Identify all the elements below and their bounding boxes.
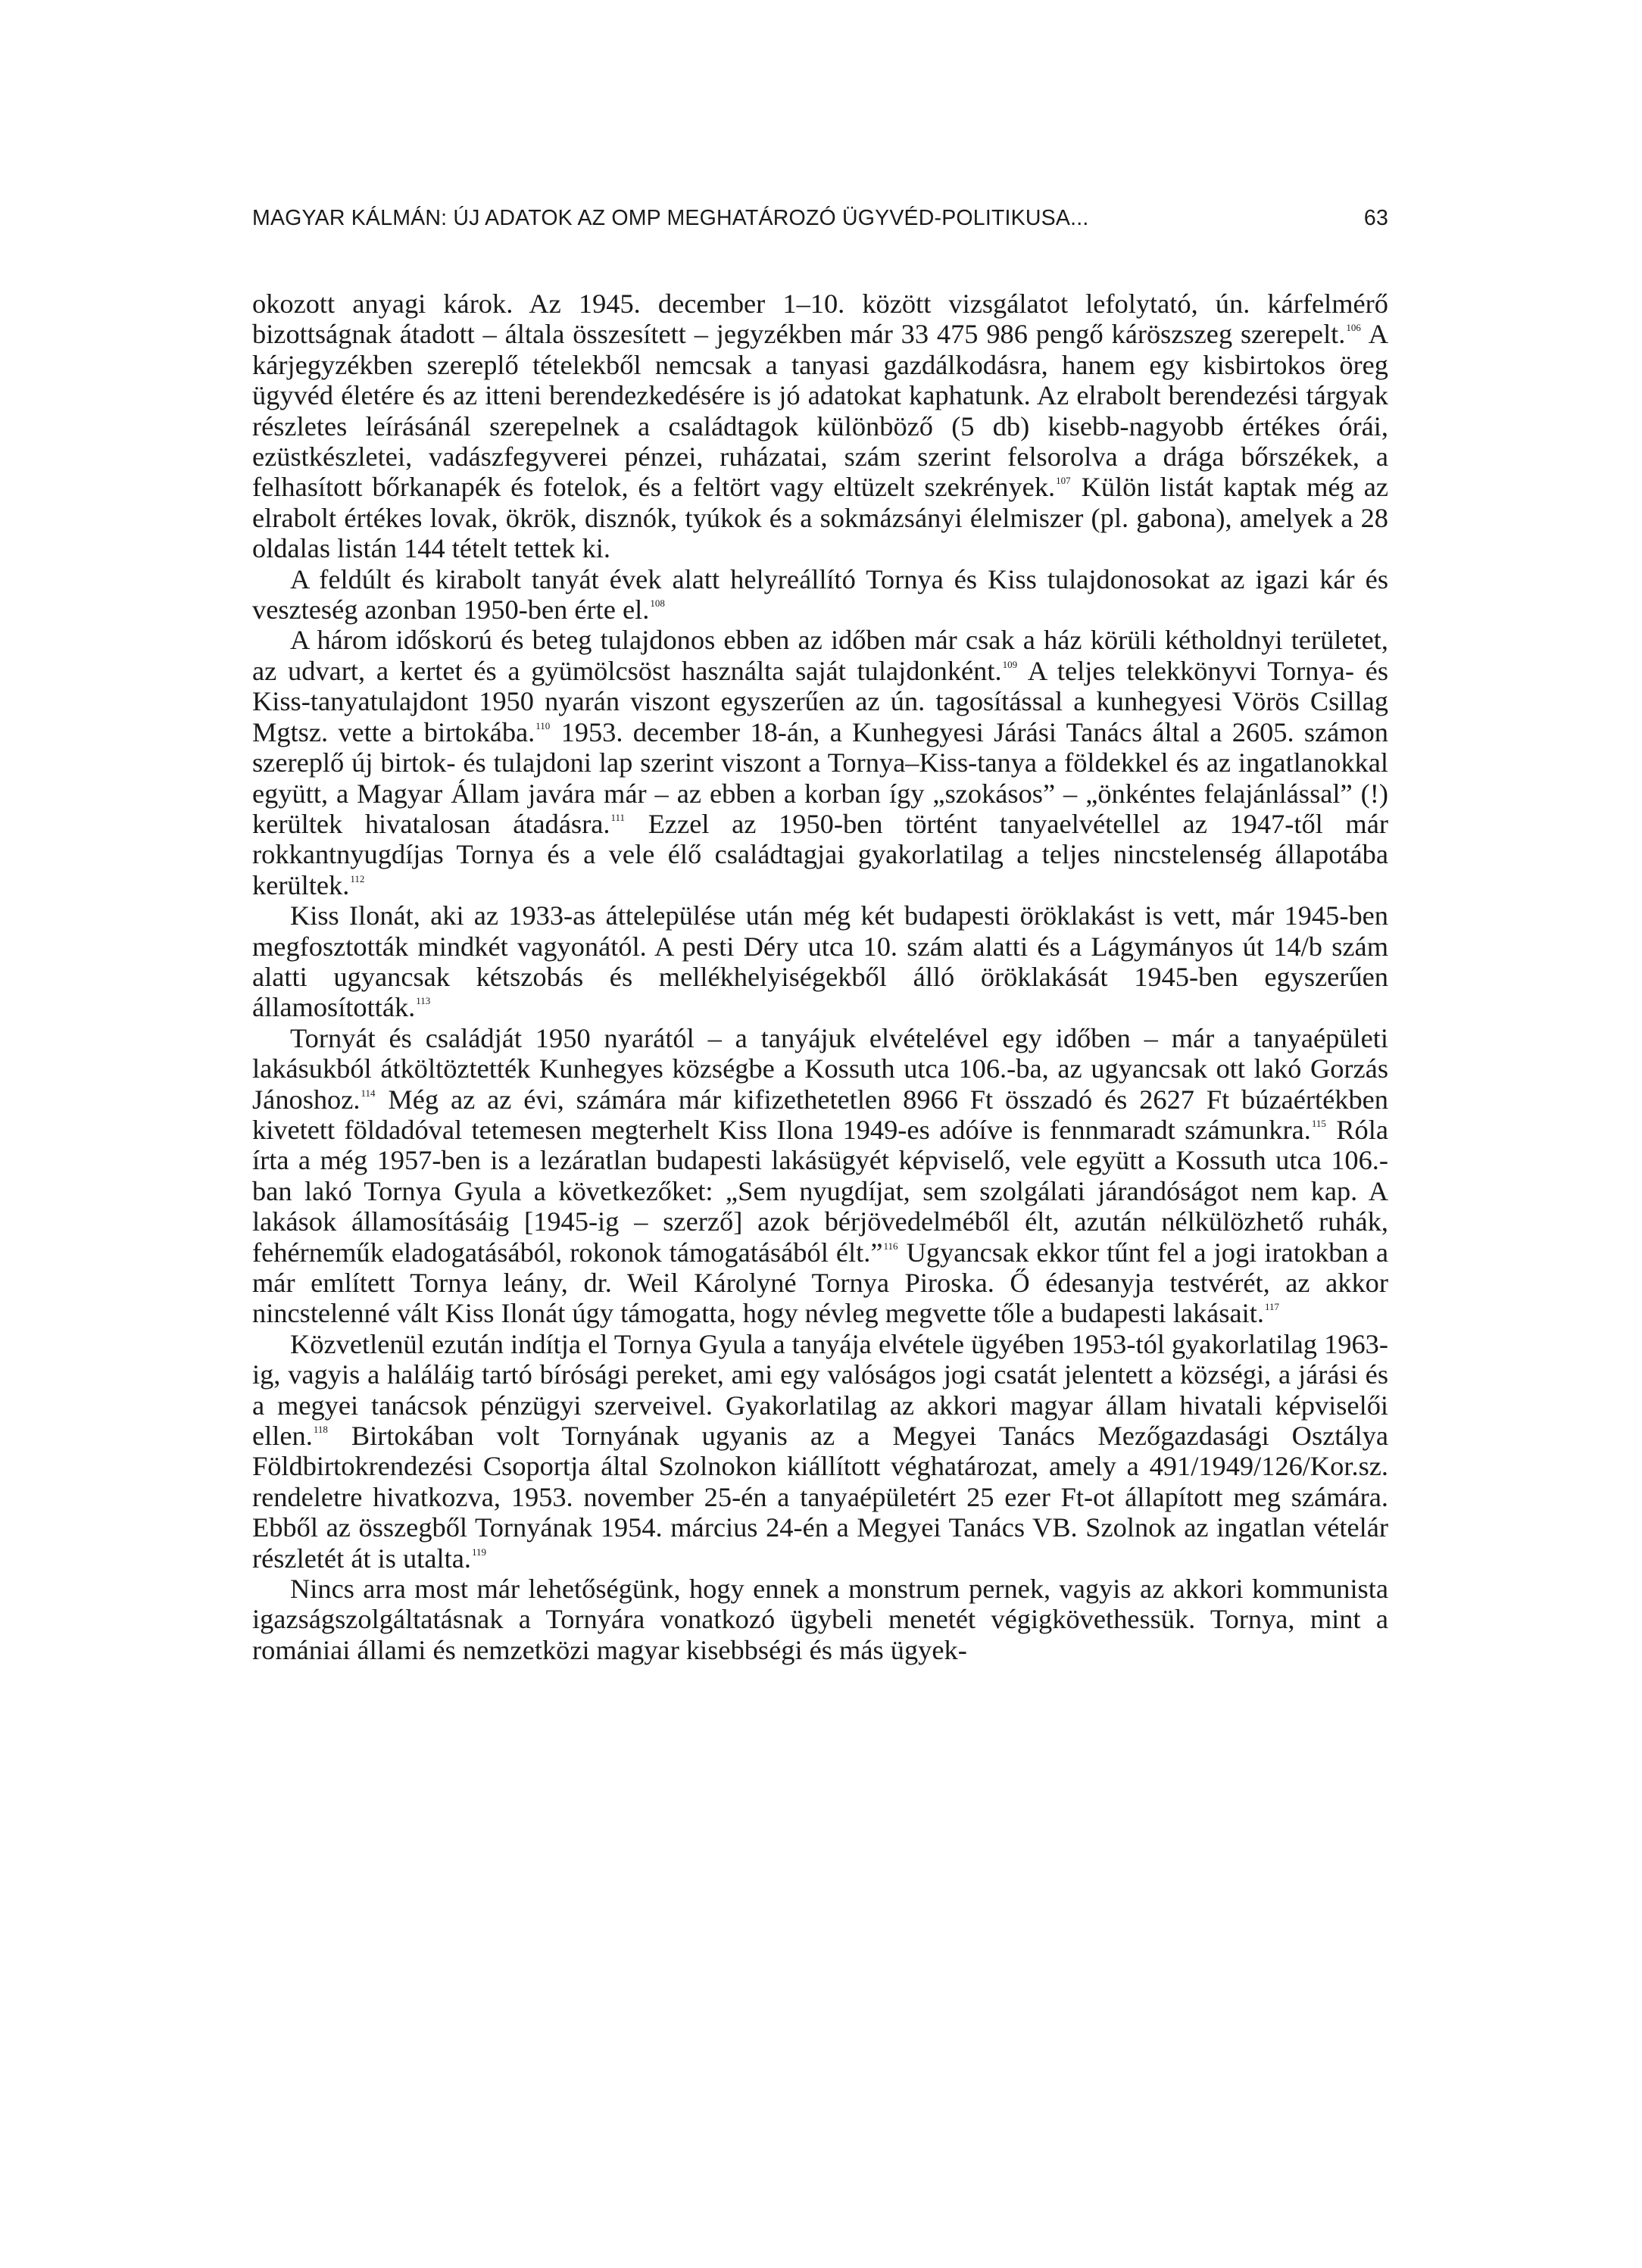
paragraph-text: 1953. december 18-án, a Kunhegyesi Járási Tanács által a 2605. számon szereplő új birtok- és tulajdoni lap szerint viszont a Tornya–Kiss-tanya a földekkel és az ingatlanokkal együtt, a Magyar Állam javára már – az ebben a korban így „szokásos” – „önkéntes felajánlással” (!) kerültek hivatalosan átadásra.: [252, 716, 1389, 839]
paragraph-text: Ugyancsak ekkor tűnt fel a jogi iratokban a már említett Tornya leány, dr. Weil Károlyné Tornya Piroska. Ő édesanyja testvérét, az akkor nincstelenné vált Kiss Ilonát úgy támogatta, hogy névleg megvette tőle a budapesti lakásait.: [252, 1237, 1388, 1329]
body-paragraph: [252, 1023, 1388, 1329]
body-paragraph: [252, 289, 1388, 564]
body-paragraph: [252, 1329, 1388, 1574]
paragraph-text: A feldúlt és kirabolt tanyát évek alatt helyreállító Tornya és Kiss tulajdonosokat az igazi kár és veszteség azonban 1950-ben érte el.: [252, 563, 1388, 625]
footnote-marker: 106: [1346, 322, 1361, 334]
body-paragraph: [252, 564, 1388, 625]
paragraph-text: A három időskorú és beteg tulajdonos ebben az időben már csak a ház körüli kétholdnyi területet, az udvart, a kertet és a gyümölcsöst használta saját tulajdonként.: [252, 625, 1388, 686]
footnote-marker: 109: [1002, 658, 1018, 670]
paragraph-text: Nincs arra most már lehetőségünk, hogy ennek a monstrum pernek, vagyis az akkori kommunista igazságszolgáltatásnak a Tornyára vonatkozó ügybeli menetét végigkövethessük. Tornya, mint a romániai állami és nemzetközi magyar kisebbségi és más ügyek-: [252, 1574, 1388, 1665]
running-title: MAGYAR KÁLMÁN: ÚJ ADATOK AZ OMP MEGHATÁROZÓ ÜGYVÉD-POLITIKUSA...: [252, 206, 1089, 230]
paragraph-text: Kiss Ilonát, aki az 1933-as áttelepülése után még két budapesti öröklakást is vett, már 1945-ben megfosztották mindkét vagyonától. A pesti Déry utca 10. szám alatti és a Lágymányos út 14/b szám alatti ugyancsak kétszobás és mellékhelyiségekből álló öröklakását 1945-ben egyszerűen államosították.: [252, 900, 1388, 1023]
paragraph-text: A kárjegyzékben szereplő tételekből nemcsak a tanyasi gazdálkodásra, hanem egy kisbirtokos öreg ügyvéd életére és az itteni berendezkedésére is jó adatokat kaphatunk. Az elrabolt berendezési tárgyak részletes leírásánál szerepelnek a családtagok különböző (5 db) kisebb-nagyobb értékes órái, ezüstkészletei, vadászfegyverei pénzei, ruházatai, szám szerint felsorolva a drága bőrszékek, a felhasított bőrkanapék és fotelok, és a feltört vagy eltüzelt szekrények.: [252, 319, 1388, 503]
footnote-marker: 108: [650, 597, 665, 610]
paragraph-text: Külön listát kaptak még az elrabolt értékes lovak, ökrök, disznók, tyúkok és a sokmázsányi élelmiszer (pl. gabona), amelyek a 28 oldalas listán 144 tételt tettek ki.: [252, 472, 1388, 564]
page-number: 63: [1363, 206, 1388, 230]
footnote-marker: 118: [313, 1424, 328, 1436]
article-body: [252, 289, 1388, 1665]
paragraph-text: Birtokában volt Tornyának ugyanis az a Megyei Tanács Mezőgazdasági Osztálya Földbirtokrendezési Csoportja által Szolnokon kiállított véghatározat, amely a 491/1949/126/Kor.sz. rendeletre hivatkozva, 1953. november 25-én a tanyaépületért 25 ezer Ft-ot állapított meg számára. Ebből az összegből Tornyának 1954. március 24-én a Megyei Tanács VB. Szolnok az ingatlan vételár részletét át is utalta.: [252, 1421, 1388, 1574]
footnote-marker: 113: [416, 995, 431, 1007]
paragraph-text: Még az az évi, számára már kifizethetetlen 8966 Ft összadó és 2627 Ft búzaértékben kivetett földadóval tetemesen megterhelt Kiss Ilona 1949-es adóíve is fennmaradt számunkra.: [252, 1084, 1388, 1145]
paragraph-text: Róla írta a még 1957-ben is a lezáratlan budapesti lakásügyét képviselő, vele együtt a Kossuth utca 106.-ban lakó Tornya Gyula a következőket: „Sem nyugdíjat, sem szolgálati járandóságot nem kap. A lakások államosításáig [1945-ig – szerző] azok bérjövedelméből élt, azután nélkülözhető ruhák, fehérneműk eladogatásából, rokonok támogatásából élt.”: [252, 1114, 1388, 1268]
body-paragraph: [252, 900, 1388, 1023]
footnote-marker: 114: [361, 1087, 376, 1099]
paragraph-text: Közvetlenül ezután indítja el Tornya Gyula a tanyája elvétele ügyében 1953-tól gyakorlatilag 1963-ig, vagyis a haláláig tartó bírósági pereket, ami egy valóságos jogi csatát jelentett a községi, a járási és a megyei tanácsok pénzügyi szerveivel. Gyakorlatilag az akkori magyar állam hivatali képviselői ellen.: [252, 1328, 1388, 1452]
paragraph-text: okozott anyagi károk. Az 1945. december 1–10. között vizsgálatot lefolytató, ún. kárfelmérő bizottságnak átadott – általa összesített – jegyzékben már 33 475 986 pengő káröszszeg szerepelt.: [252, 289, 1388, 350]
paragraph-text: Tornyát és családját 1950 nyarától – a tanyájuk elvételével egy időben – már a tanyaépületi lakásukból átköltöztették Kunhegyes községbe a Kossuth utca 106.-ba, az ugyancsak ott lakó Gorzás Jánoshoz.: [252, 1022, 1388, 1115]
footnote-marker: 107: [1056, 475, 1071, 487]
footnote-marker: 111: [610, 811, 626, 823]
paragraph-text: Ezzel az 1950-ben történt tanyaelvétellel az 1947-től már rokkantnyugdíjas Tornya és a vele élő családtagjai gyakorlatilag a teljes nincstelenség állapotába kerültek.: [252, 808, 1388, 900]
paragraph-text: A teljes telekkönyvi Tornya- és Kiss-tanyatulajdont 1950 nyarán viszont egyszerűen az ún. tagosítással a kunhegyesi Vörös Csillag Mgtsz. vette a birtokába.: [252, 655, 1388, 747]
body-paragraph: [252, 625, 1388, 900]
footnote-marker: 115: [1311, 1117, 1326, 1129]
footnote-marker: 117: [1264, 1301, 1280, 1313]
footnote-marker: 116: [883, 1240, 898, 1252]
body-paragraph: [252, 1574, 1388, 1665]
footnote-marker: 119: [471, 1546, 487, 1558]
footnote-marker: 110: [535, 719, 551, 732]
footnote-marker: 112: [350, 872, 365, 884]
running-header: [252, 206, 1388, 236]
